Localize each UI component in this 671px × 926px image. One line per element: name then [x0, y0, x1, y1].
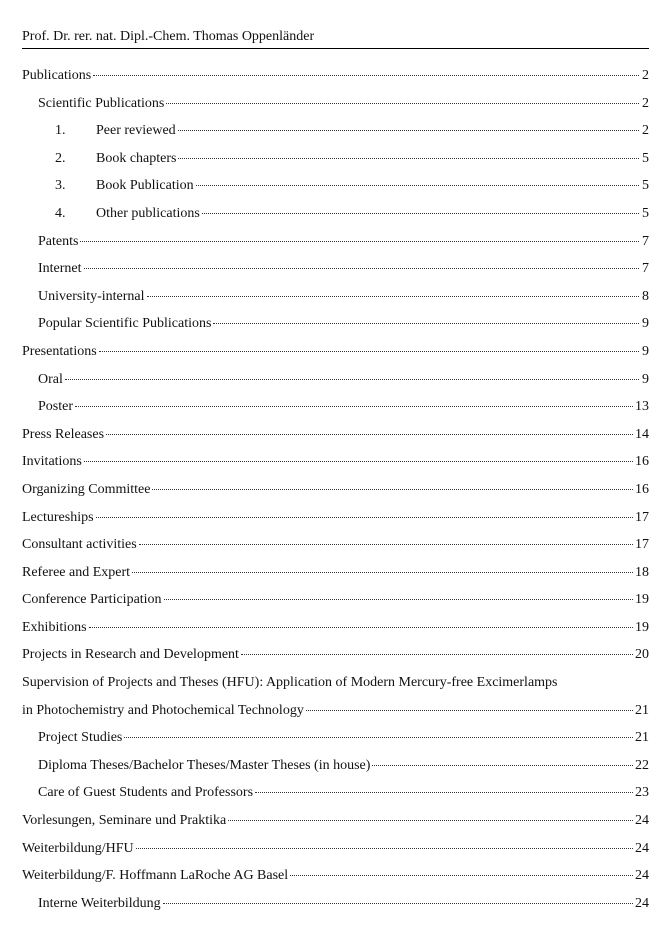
- toc-entry-label: Lectureships: [22, 509, 94, 525]
- toc-entry-page-number: 21: [635, 730, 649, 746]
- toc-entry-page-number: 7: [642, 233, 649, 249]
- toc-entry-page-number: 9: [642, 343, 649, 359]
- toc-entry[interactable]: [22, 368, 649, 396]
- toc-entry[interactable]: [22, 588, 649, 616]
- toc-entry-label: Poster: [38, 399, 73, 415]
- toc-entry-page-number: 17: [635, 509, 649, 525]
- toc-entry[interactable]: [22, 478, 649, 506]
- toc-entry-label: Weiterbildung/HFU: [22, 840, 134, 856]
- toc-entry[interactable]: [22, 395, 649, 423]
- toc-entry-number: 2.: [55, 150, 66, 166]
- toc-entry-page-number: 2: [642, 123, 649, 139]
- toc-entry[interactable]: [22, 312, 649, 340]
- toc-entry[interactable]: [22, 533, 649, 561]
- toc-entry-page-number: 14: [635, 426, 649, 442]
- toc-entry-page-number: 17: [635, 537, 649, 553]
- toc-entry-label: Vorlesungen, Seminare und Praktika: [22, 813, 227, 829]
- toc-entry-number: 1.: [55, 123, 66, 139]
- toc-entry[interactable]: [22, 202, 649, 230]
- toc-entry-label: Care of Guest Students and Professors: [38, 785, 254, 801]
- toc-entry-page-number: 21: [635, 702, 649, 718]
- toc-entry[interactable]: [22, 616, 649, 644]
- toc-entry-page-number: 9: [642, 316, 649, 332]
- toc-entry[interactable]: [22, 809, 649, 837]
- toc-entry-label: Book chapters: [96, 150, 177, 166]
- toc-entry-label: Projects in Research and Development: [22, 647, 239, 663]
- toc-entry[interactable]: [22, 864, 649, 892]
- toc-entry-label: Diploma Theses/Bachelor Theses/Master Theses (in house): [38, 757, 371, 773]
- toc-entry[interactable]: [22, 754, 649, 782]
- toc-entry-page-number: 2: [642, 68, 649, 83]
- toc-entry-label: Referee and Expert: [22, 564, 131, 580]
- dot-leader: [84, 460, 633, 462]
- toc-entry[interactable]: [22, 781, 649, 809]
- dot-leader: [228, 819, 633, 821]
- toc-entry[interactable]: [22, 230, 649, 258]
- dot-leader: [241, 653, 633, 655]
- toc-entry-label: Interne Weiterbildung: [38, 895, 161, 911]
- dot-leader: [136, 847, 633, 849]
- dot-leader: [124, 736, 633, 738]
- dot-leader: [164, 598, 633, 600]
- toc-entry-label: Press Releases: [22, 426, 105, 442]
- toc-entry-page-number: 19: [635, 619, 649, 635]
- toc-entry-label: Peer reviewed: [96, 123, 176, 139]
- dot-leader: [96, 516, 633, 518]
- toc-entry[interactable]: [22, 450, 649, 478]
- dot-leader: [372, 764, 633, 766]
- toc-entry[interactable]: [22, 423, 649, 451]
- toc-entry[interactable]: [22, 174, 649, 202]
- toc-entry-page-number: 7: [642, 261, 649, 277]
- toc-entry-label: Invitations: [22, 454, 82, 470]
- toc-entry-label: in Photochemistry and Photochemical Technology: [22, 702, 304, 718]
- dot-leader: [65, 378, 639, 380]
- toc-entry-page-number: 22: [635, 757, 649, 773]
- toc-entry-label: Publications: [22, 68, 92, 83]
- toc-entry-page-number: 13: [635, 399, 649, 415]
- dot-leader: [213, 322, 639, 324]
- dot-leader: [147, 295, 639, 297]
- dot-leader: [196, 184, 639, 186]
- toc-entry[interactable]: [22, 147, 649, 175]
- dot-leader: [255, 791, 633, 793]
- toc-entry-page-number: 24: [635, 868, 649, 884]
- toc-entry[interactable]: [22, 340, 649, 368]
- dot-leader: [152, 488, 633, 490]
- toc-entry-page-number: 24: [635, 840, 649, 856]
- toc-entry-page-number: 9: [642, 371, 649, 387]
- toc-entry-label: Patents: [38, 233, 79, 249]
- toc-entry-number: 4.: [55, 205, 66, 221]
- toc-entry-page-number: 24: [635, 895, 649, 911]
- toc-entry[interactable]: [22, 837, 649, 865]
- page-header: [22, 28, 649, 49]
- toc-entry[interactable]: [22, 119, 649, 147]
- dot-leader: [139, 543, 633, 545]
- toc-entry-label: Project Studies: [38, 730, 123, 746]
- header-title: Prof. Dr. rer. nat. Dipl.-Chem. Thomas Oppenländer: [22, 29, 315, 44]
- toc-entry-label: University-internal: [38, 288, 145, 304]
- toc-entry-label-line1: Supervision of Projects and Theses (HFU): Application of Modern Mercury-free Excimerlamps: [22, 675, 558, 691]
- dot-leader: [178, 157, 639, 159]
- toc-entry-number: 3.: [55, 178, 66, 194]
- toc-entry[interactable]: [22, 643, 649, 671]
- toc-entry-label: Scientific Publications: [38, 95, 165, 111]
- toc-entry-label: Other publications: [96, 205, 200, 221]
- toc-entry[interactable]: [22, 92, 649, 120]
- toc-entry-page-number: 5: [642, 178, 649, 194]
- toc-entry-label: Popular Scientific Publications: [38, 316, 212, 332]
- toc-entry-label: Organizing Committee: [22, 481, 151, 497]
- toc-entry-page-number: 20: [635, 647, 649, 663]
- toc-entry[interactable]: [22, 561, 649, 589]
- toc-entry-label: Exhibitions: [22, 619, 87, 635]
- dot-leader: [166, 102, 639, 104]
- toc-entry-label: Internet: [38, 261, 82, 277]
- dot-leader: [80, 240, 639, 242]
- toc-entry-page-number: 19: [635, 592, 649, 608]
- toc-entry[interactable]: [22, 506, 649, 534]
- dot-leader: [132, 571, 633, 573]
- toc-entry-page-number: 16: [635, 454, 649, 470]
- toc-entry[interactable]: [22, 257, 649, 285]
- toc-entry[interactable]: [22, 285, 649, 313]
- toc-entry-page-number: 5: [642, 205, 649, 221]
- toc-entry[interactable]: [22, 726, 649, 754]
- toc-entry[interactable]: [22, 64, 649, 92]
- dot-leader: [93, 74, 639, 76]
- dot-leader: [75, 405, 633, 407]
- toc-entry-label: Oral: [38, 371, 63, 387]
- toc-entry-page-number: 5: [642, 150, 649, 166]
- dot-leader: [89, 626, 633, 628]
- toc-entry-page-number: 24: [635, 813, 649, 829]
- dot-leader: [106, 433, 633, 435]
- toc-entry-label: Book Publication: [96, 178, 194, 194]
- dot-leader: [99, 350, 639, 352]
- toc-entry-label: Presentations: [22, 343, 97, 359]
- toc-entry-label: Conference Participation: [22, 592, 162, 608]
- dot-leader: [178, 129, 639, 131]
- dot-leader: [202, 212, 639, 214]
- toc-entry[interactable]: [22, 699, 649, 727]
- dot-leader: [306, 709, 633, 711]
- toc-entry-page-number: 2: [642, 95, 649, 111]
- toc-entry-page-number: 23: [635, 785, 649, 801]
- toc-entry-page-number: 8: [642, 288, 649, 304]
- table-of-contents: [22, 64, 649, 919]
- toc-entry[interactable]: [22, 892, 649, 920]
- toc-entry-label: Weiterbildung/F. Hoffmann LaRoche AG Basel: [22, 868, 289, 884]
- toc-entry-label: Consultant activities: [22, 537, 137, 553]
- toc-entry-page-number: 16: [635, 481, 649, 497]
- toc-entry-page-number: 18: [635, 564, 649, 580]
- dot-leader: [290, 874, 633, 876]
- dot-leader: [84, 267, 639, 269]
- dot-leader: [163, 902, 633, 904]
